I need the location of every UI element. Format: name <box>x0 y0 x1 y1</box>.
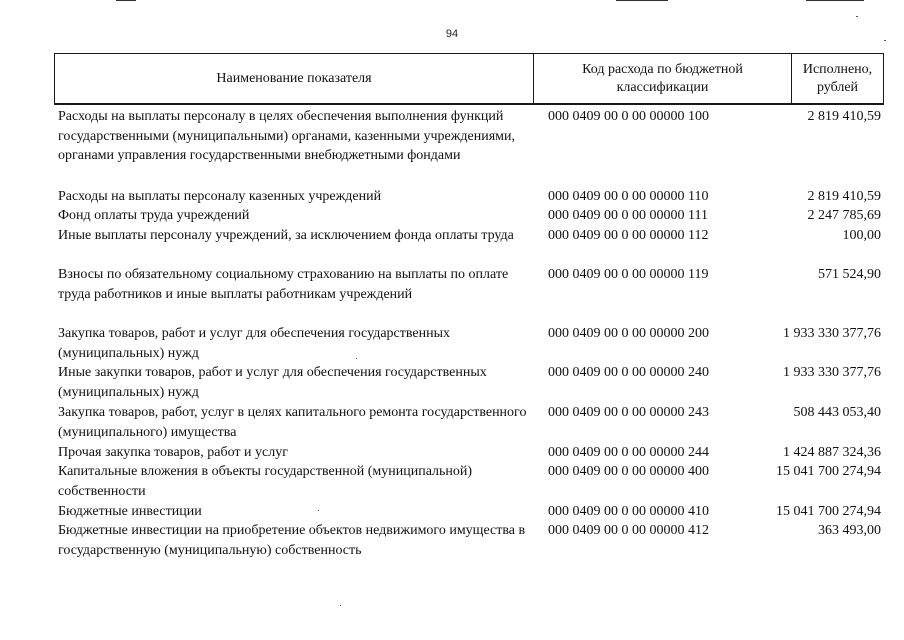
scan-artifact <box>806 0 864 1</box>
scan-artifact <box>116 0 136 1</box>
scan-speck <box>318 510 319 511</box>
column-header-code: Код расхода по бюджетной классификации <box>534 54 792 103</box>
scan-speck <box>340 605 341 606</box>
row-amount: 100,00 <box>842 228 881 243</box>
row-code: 000 0409 00 0 00 00000 240 <box>548 365 709 380</box>
row-code: 000 0409 00 0 00 00000 412 <box>548 523 709 538</box>
row-code: 000 0409 00 0 00 00000 410 <box>548 504 709 519</box>
scan-speck <box>856 16 858 17</box>
row-code: 000 0409 00 0 00 00000 243 <box>548 405 709 420</box>
row-amount: 363 493,00 <box>818 523 881 538</box>
row-name: Прочая закупка товаров, работ и услуг <box>58 445 288 460</box>
row-amount: 571 524,90 <box>818 267 881 282</box>
row-name: Бюджетные инвестиции на приобретение объектов недвижимого имущества в государственную (муниципальную) собственность <box>58 523 526 558</box>
row-name: Капитальные вложения в объекты государственной (муниципальной) собственности <box>58 464 473 499</box>
row-amount: 2 819 410,59 <box>807 109 881 124</box>
row-amount: 2 247 785,69 <box>807 208 881 223</box>
row-code: 000 0409 00 0 00 00000 400 <box>548 464 709 479</box>
row-code: 000 0409 00 0 00 00000 111 <box>548 208 708 223</box>
table-header <box>54 53 884 105</box>
row-code: 000 0409 00 0 00 00000 119 <box>548 267 709 282</box>
row-amount: 1 424 887 324,36 <box>783 445 881 460</box>
row-code: 000 0409 00 0 00 00000 112 <box>548 228 709 243</box>
row-name: Фонд оплаты труда учреждений <box>58 208 250 223</box>
row-name: Взносы по обязательному социальному страхованию на выплаты по оплате труда работников и иные выплаты работникам учреждений <box>58 267 509 302</box>
row-name: Иные выплаты персоналу учреждений, за исключением фонда оплаты труда <box>58 228 514 243</box>
row-code: 000 0409 00 0 00 00000 200 <box>548 326 709 341</box>
row-name: Расходы на выплаты персоналу в целях обеспечения выполнения функций государственными (муниципальными) органами, казенными учреждениями, органами управления государственными внебюджетными фондами <box>58 109 515 163</box>
column-header-amount: Исполнено, рублей <box>802 61 873 95</box>
scan-speck <box>884 40 886 41</box>
row-amount: 15 041 700 274,94 <box>776 504 881 519</box>
row-amount: 2 819 410,59 <box>807 189 881 204</box>
row-name: Иные закупки товаров, работ и услуг для обеспечения государственных (муниципальных) нужд <box>58 365 487 400</box>
row-amount: 15 041 700 274,94 <box>776 464 881 479</box>
row-amount: 1 933 330 377,76 <box>783 365 881 380</box>
scan-artifact <box>616 0 668 1</box>
row-amount: 508 443 053,40 <box>793 405 881 420</box>
row-code: 000 0409 00 0 00 00000 244 <box>548 445 709 460</box>
row-name: Бюджетные инвестиции <box>58 504 202 519</box>
page-number: 94 <box>445 28 459 40</box>
row-name: Расходы на выплаты персоналу казенных учреждений <box>58 189 382 204</box>
row-name: Закупка товаров, работ, услуг в целях капитального ремонта государственного (муниципального) имущества <box>58 405 527 440</box>
scan-speck <box>356 358 357 359</box>
row-code: 000 0409 00 0 00 00000 110 <box>548 189 709 204</box>
row-code: 000 0409 00 0 00 00000 100 <box>548 109 709 124</box>
row-name: Закупка товаров, работ и услуг для обеспечения государственных (муниципальных) нужд <box>58 326 451 361</box>
column-header-name: Наименование показателя <box>55 54 534 103</box>
row-amount: 1 933 330 377,76 <box>783 326 881 341</box>
